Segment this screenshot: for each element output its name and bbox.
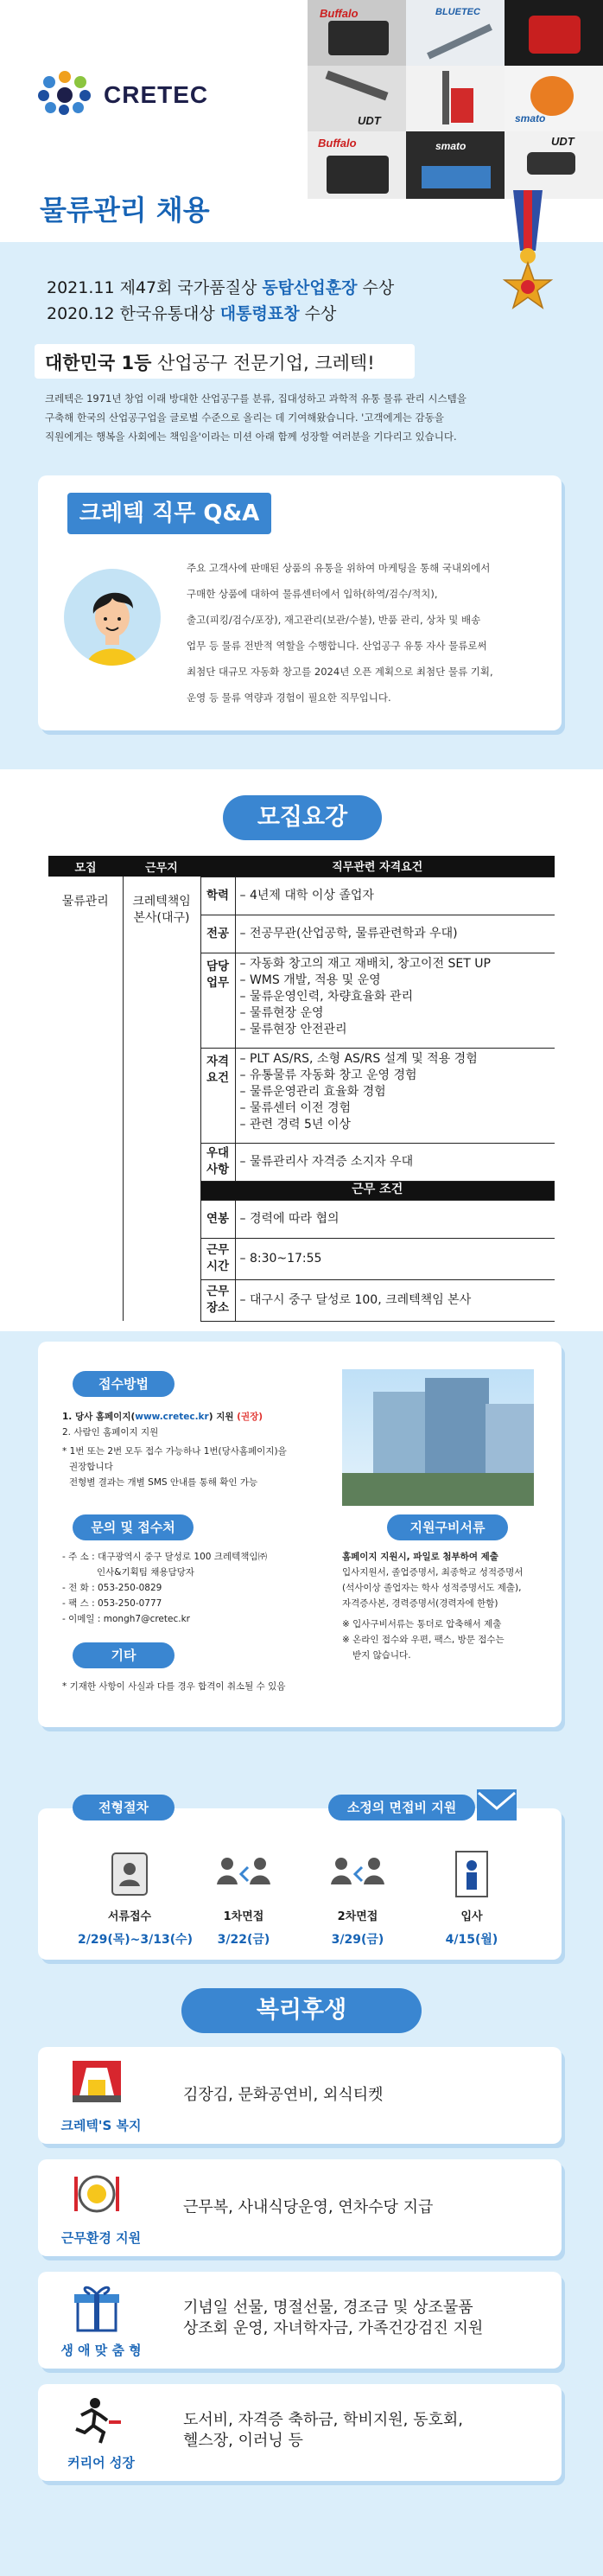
interview-icon [213,1850,274,1898]
row-value: – 대구시 중구 달성로 100, 크레텍책임 본사 [235,1279,555,1321]
runner-icon [69,2394,124,2446]
row-key: 연봉 [200,1200,235,1238]
dining-icon [69,2170,124,2222]
qa-line: 출고(피킹/검수/포장), 재고관리(보관/수불), 반품 관리, 상차 및 배송 [187,614,481,626]
homepage-link[interactable]: www.cretec.kr [135,1412,209,1422]
logo-mark-icon [38,71,93,116]
udt-label: UDT [358,114,381,127]
buffalo-label: Buffalo [320,7,359,20]
qa-line: 업무 등 물류 전반적 역할을 수행합니다. 산업공구 유통 자사 물류로써 [187,640,487,652]
recruitment-table [48,856,555,1322]
contact-title: 문의 및 접수처 [73,1514,194,1540]
welfare-text: 도서비, 자격증 축하금, 학비지원, 동호회, 헬스장, 이러닝 등 [183,2411,463,2450]
row-key: 학력 [200,877,235,915]
row-value: – 경력에 따라 협의 [235,1200,555,1238]
product-toolbox2-image [308,131,406,199]
qa-line: 운영 등 물류 역량과 경험이 필요한 직무입니다. [187,692,391,704]
door-person-icon [446,1850,498,1898]
field-cell: 물류관리 [48,877,123,1321]
product-bits-image [406,0,505,66]
qa-description [187,555,541,711]
step-interview-2: 2차면접 3/29(금) [306,1850,409,1948]
cretec-logo[interactable] [38,69,219,118]
product-case-image [505,0,603,66]
product-image-grid [308,0,603,199]
qa-line: 구매한 상품에 대하여 물류센터에서 입하(하역/검수/적치), [187,588,438,600]
product-toolbox-image [308,0,406,66]
step-join: 입사 4/15(월) [420,1850,524,1948]
avatar [64,569,161,666]
product-impact-image [505,131,603,199]
row-value: – 자동화 창고의 재고 재배치, 창고이전 SET UP – WMS 개발, 적용 및 운영 – 물류운영인력, 차량효율화 관리 – 물류현장 운영 – 물류현장 안전관리 [235,953,555,1048]
row-key: 우대 사항 [200,1143,235,1181]
product-lift-image [406,66,505,131]
process-title: 전형절차 [73,1795,175,1820]
recruitment-title: 모집요강 [223,795,382,840]
application-section [0,1331,603,1763]
documents-details: 홈페이지 지원시, 파일로 첨부하여 제출 입사지원서, 졸업증명서, 최종학교 성적증명서 (석사이상 졸업자는 학사 성적증명서도 제출), 자격증사본, 경력증명서(경력자에 한함) ※ 입사구비서류는 통더로 압축해서 제출 ※ 온라인 접수와 우편, 팩스, 방문 접수는 받지 않습니다. [342,1552,524,1661]
page-title: 물류관리 채용 [40,194,210,226]
company-intro: 크레텍은 1971년 창업 이래 방대한 산업공구를 분류, 집대성하고 과학적 유통 물류 관리 시스템을 구축해 한국의 산업공구업을 글로벌 수준으로 올리는 데 기여해왔습니다. '고객에게는 감동을 직원에게는 행복을 사회에는 책임을'이라는 미션 아래 함께 성장할 여러분을 기다리고 있습니다. [45,392,467,443]
contact-details: - 주 소 : 대구광역시 중구 달성로 100 크레텍책임㈜ 인사&기획팀 채용담당자 - 전 화 : 053-250-0829 - 팩 스 : 053-250-0777 - 이메일 : mongh7@cretec.kr [62,1552,267,1624]
envelope-icon [477,1789,517,1820]
application-card [38,1342,562,1727]
row-value: – 8:30~17:55 [235,1238,555,1279]
smato-label-2: smato [435,140,467,152]
product-grinder-image [505,66,603,131]
interview-support-badge: 소정의 면접비 지원 [328,1795,475,1820]
qa-title: 크레텍 직무 Q&A [67,493,271,534]
location-cell: 크레텍책임 본사(대구) [123,877,200,1321]
qa-card [38,475,562,730]
product-grips-image [406,131,505,199]
bluetec-label: BLUETEC [435,7,480,17]
award-line-1: 2021.11 제47회 국가품질상 동탑산업훈장 수상 [47,278,395,297]
qa-line: 주요 고객사에 판매된 상품의 유통을 위하여 마케팅을 통해 국내외에서 [187,562,491,574]
qa-line: 최첨단 대규모 자동화 창고를 2024년 오픈 계획으로 최첨단 물류 기획, [187,666,493,678]
gift-icon [69,2282,124,2334]
row-key: 담당 업무 [200,953,235,1048]
row-value: – 물류관리사 자격증 소지자 우대 [235,1143,555,1181]
welfare-caption: 커리어 성장 [67,2455,135,2471]
row-key: 전공 [200,915,235,953]
row-value: – 전공무관(산업공학, 물류관련학과 우대) [235,915,555,953]
welfare-card [38,2384,562,2481]
etc-note: * 기재한 사항이 사실과 다를 경우 합격이 취소될 수 있음 [62,1681,286,1692]
welfare-card [38,2159,562,2256]
welfare-caption: 크레텍'S 복지 [60,2118,142,2133]
buffalo-label-2: Buffalo [318,137,357,150]
welfare-text: 기념일 선물, 명절선물, 경조금 및 상조물품 상조회 운영, 자녀학자금, 가족건강검진 지원 [183,2299,484,2337]
documents-title: 지원구비서류 [387,1514,508,1540]
col-header-location: 근무지 [123,856,200,877]
col-header-field: 모집 [48,856,123,877]
welfare-title: 복리후생 [181,1988,422,2033]
interview-icon [327,1850,388,1898]
welfare-caption: 근무환경 지원 [60,2230,142,2246]
method-details: 1. 당사 홈페이지(www.cretec.kr) 지원 (권장) 2. 사람인 홈페이지 지원 * 1번 또는 2번 모두 접수 가능하나 1번(당사홈페이지)을 권장합니다 전형별 결과는 개별 SMS 안내를 통해 확인 가능 [62,1412,287,1488]
theater-icon [69,2057,124,2109]
document-check-icon [104,1850,156,1898]
method-title: 접수방법 [73,1371,175,1397]
row-key: 근무 장소 [200,1279,235,1321]
headquarters-building-image [342,1369,534,1506]
welfare-text: 근무복, 사내식당운영, 연차수당 지급 [183,2198,434,2216]
row-value: – 4년제 대학 이상 졸업자 [235,877,555,915]
step-document: 서류접수 2/29(목)~3/13(수) [78,1850,181,1948]
process-section [0,1763,603,1971]
slogan-box: 대한민국 1등 산업공구 전문기업, 크레텍! [35,344,415,379]
medal-icon [501,190,555,328]
welfare-card [38,2047,562,2144]
award-line-2: 2020.12 한국유통대상 대통령표창 수상 [47,304,337,323]
row-value: – PLT AS/RS, 소형 AS/RS 설계 및 적용 경험 – 유통물류 자동화 창고 운영 경험 – 물류운영관리 효율화 경험 – 물류센터 이전 경험 – 관련 경력 5년 이상 [235,1048,555,1143]
smato-label: smato [515,112,546,124]
welfare-card [38,2272,562,2369]
etc-title: 기타 [73,1642,175,1668]
row-key: 근무 시간 [200,1238,235,1279]
step-interview-1: 1차면접 3/22(금) [192,1850,295,1948]
product-tools-image [308,66,406,131]
qa-section [0,475,603,769]
welfare-text: 김장김, 문화공연비, 외식티켓 [183,2086,384,2104]
welfare-caption: 생 애 맞 춤 형 [60,2343,142,2358]
col-header-requirements: 직무관련 자격요건 [200,856,555,877]
row-key: 자격 요건 [200,1048,235,1143]
recruitment-section [0,769,603,1331]
work-conditions-header: 근무 조건 [200,1181,555,1200]
udt-label-2: UDT [551,135,574,148]
logo-text: CRETEC [104,81,209,108]
welfare-section [0,1971,603,2576]
